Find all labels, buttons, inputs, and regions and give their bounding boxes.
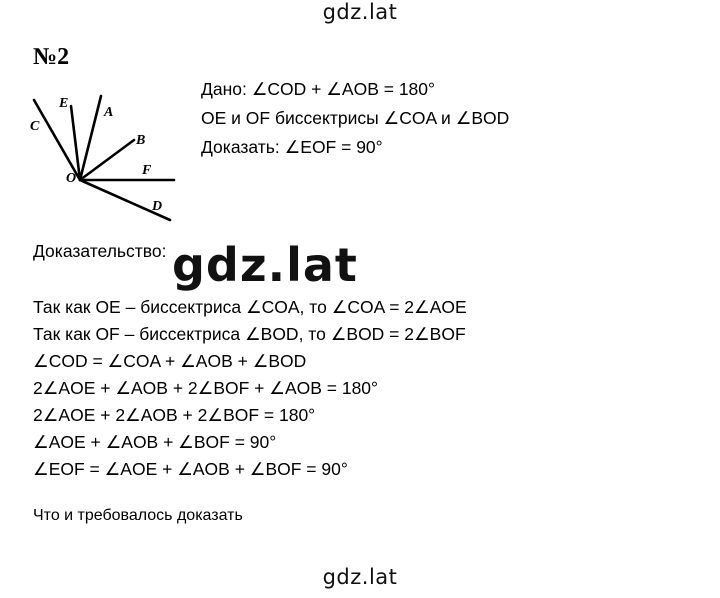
watermark-middle: gdz.lat <box>172 238 358 292</box>
label-c: C <box>30 119 40 134</box>
proof-line: 2∠AOE + 2∠AOB + 2∠BOF = 180° <box>33 405 316 425</box>
label-e: E <box>59 96 69 111</box>
proof-line: ∠AOE + ∠AOB + ∠BOF = 90° <box>33 432 277 452</box>
watermark-top: gdz.lat <box>322 0 398 24</box>
ray-oc <box>34 100 80 180</box>
proof-conclusion: Что и требовалось доказать <box>33 507 243 524</box>
watermark-bottom: gdz.lat <box>322 565 398 589</box>
given-line: Доказать: ∠EOF = 90° <box>201 137 383 157</box>
proof-line: Так как OE – биссектриса ∠COA, то ∠COA = 2∠AOE <box>33 297 467 317</box>
label-d: D <box>152 199 163 214</box>
proof-line: 2∠AOE + ∠AOB + 2∠BOF + ∠AOB = 180° <box>33 378 379 398</box>
proof-line: ∠EOF = ∠AOE + ∠AOB + ∠BOF = 90° <box>33 459 348 479</box>
label-f: F <box>142 163 152 178</box>
label-o: O <box>66 171 77 186</box>
task-number: №2 <box>33 44 70 70</box>
given-line: OE и OF биссектрисы ∠COA и ∠BOD <box>201 108 510 128</box>
given-line: Дано: ∠COD + ∠AOB = 180° <box>201 79 436 99</box>
proof-line: Так как OF – биссектриса ∠BOD, то ∠BOD = 2∠BOF <box>33 324 466 344</box>
label-a: A <box>104 105 114 120</box>
angle-figure <box>28 90 178 230</box>
label-b: B <box>136 133 146 148</box>
proof-line: ∠COD = ∠COA + ∠AOB + ∠BOD <box>33 351 307 371</box>
proof-heading: Доказательство: <box>33 241 167 261</box>
